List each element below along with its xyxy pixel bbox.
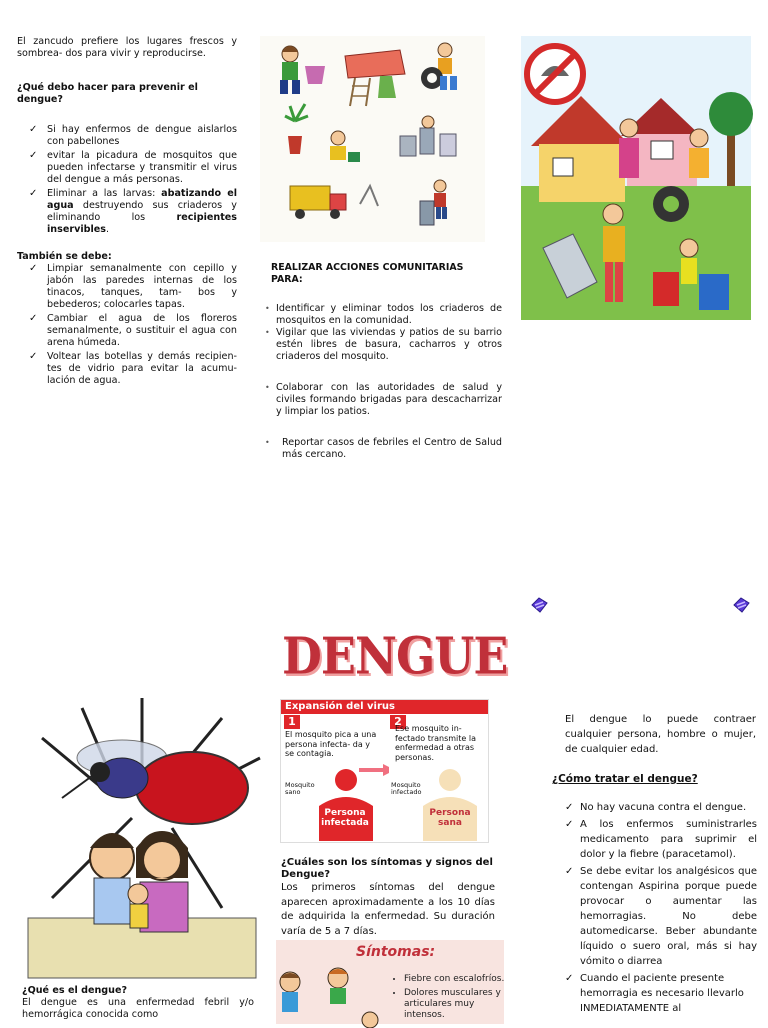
list-item: ✓ Cambiar el agua de los floreros semanalmente, o sustituir el agua con arena húmeda. bbox=[17, 313, 237, 349]
community-cleanup-illustration bbox=[521, 36, 751, 320]
treat-list bbox=[552, 800, 757, 1018]
person-healthy-label: Persona sana bbox=[429, 808, 471, 828]
what-text: El dengue es una enfermedad febril y/o hemorrágica conocida como bbox=[22, 997, 254, 1020]
step-number: 2 bbox=[390, 715, 406, 729]
infographic-title: Expansión del virus bbox=[281, 700, 488, 714]
prevention-illustrations bbox=[260, 36, 485, 242]
step2-text: Ese mosquito in- fectado transmite la enfermedad a otras personas. bbox=[395, 724, 476, 762]
list-item: ✓ evitar la picadura de mosquitos que pueden infectarse y transmitir el virus del dengue a más personas. bbox=[17, 150, 237, 186]
community-heading: REALIZAR ACCIONES COMUNITARIAS PARA: bbox=[271, 262, 464, 285]
community-list bbox=[262, 303, 502, 461]
symptom-item: • Dolores musculares y articulares muy intensos. bbox=[404, 988, 508, 1021]
prevent-heading: ¿Qué debo hacer para prevenir el dengue? bbox=[17, 82, 198, 105]
list-item: ✓ Voltear las botellas y demás recipien- tes de vidrio para evitar la acumu- lación de agua. bbox=[17, 351, 237, 387]
mosquito-healthy-label: Mosquito sano bbox=[285, 781, 315, 796]
person-infected-label: Persona infectada bbox=[321, 808, 369, 828]
symptom-item: • Fiebre con escalofríos. bbox=[404, 974, 508, 985]
contract-text: El dengue lo puede contraer cualquier persona, hombre o mujer, de cualquier edad. bbox=[565, 714, 756, 755]
list-item: ✓ Eliminar a las larvas: abatizando el agua destruyendo sus criaderos y eliminando los recipientes inservibles. bbox=[17, 188, 237, 236]
dengue-logo: DENGUE bbox=[282, 626, 508, 686]
step1-text: El mosquito pica a una persona infecta- da y se contagia. bbox=[285, 730, 377, 758]
list-item: ✓ Limpiar semanalmente con cepillo y jabón las paredes internas de los tinacos, tanques, tam- bos y bebederos; colocarles tapas. bbox=[17, 263, 237, 311]
list-item: ✓ A los enfermos suministrarles medicamento para suprimir el dolor y la fiebre (paracetamol). bbox=[552, 817, 757, 862]
symptoms-heading: ¿Cuáles son los síntomas y signos del Dengue? bbox=[281, 857, 493, 880]
list-item: ✓ Cuando el paciente presente hemorragia es necesario llevarlo INMEDIATAMENTE al bbox=[552, 971, 757, 1016]
list-item: ✓ Se debe evitar los analgésicos que contengan Aspirina porque puede provocar o aumentar las hemorragias. No debe automedicarse. Beber abundante líquido o suero oral, más si hay vómito o diarrea bbox=[552, 864, 757, 969]
treat-heading: ¿Cómo tratar el dengue? bbox=[552, 773, 698, 785]
diamond-icon bbox=[731, 596, 751, 614]
list-item: • Vigilar que las viviendas y patios de su barrio estén libres de basura, cacharros y otros criaderos del mosquito. bbox=[262, 327, 502, 363]
list-item: ✓ No hay vacuna contra el dengue. bbox=[552, 800, 757, 815]
expansion-infographic bbox=[280, 699, 489, 843]
list-item: • Identificar y eliminar todos los criaderos de mosquitos en la comunidad. bbox=[262, 303, 502, 327]
also-list bbox=[17, 263, 237, 389]
intro-text: El zancudo prefiere los lugares frescos y sombrea- dos para vivir y reproducirse. bbox=[17, 36, 237, 59]
list-item: • Reportar casos de febriles el Centro de Salud más cercano. bbox=[262, 437, 502, 461]
symptoms-text: Los primeros síntomas del dengue aparecen aproximadamente a los 10 días de adquirida la enfermedad. Su duración varía de 5 a 7 días. bbox=[281, 882, 495, 937]
prevent-list bbox=[17, 124, 237, 238]
step-number: 1 bbox=[284, 715, 300, 729]
list-item: • Colaborar con las autoridades de salud y civiles formando brigadas para descacharrizar y limpiar los patios. bbox=[262, 382, 502, 418]
no-mosquito-icon bbox=[527, 46, 583, 102]
symptoms-box bbox=[276, 940, 504, 1024]
also-heading: También se debe: bbox=[17, 251, 112, 262]
list-item: ✓ Si hay enfermos de dengue aislarlos con pabellones bbox=[17, 124, 237, 148]
symptoms-box-title: Síntomas: bbox=[356, 944, 436, 960]
mosquito-infected-label: Mosquito infectado bbox=[391, 781, 422, 796]
diamond-icon bbox=[529, 596, 549, 614]
mosquito-family-illustration bbox=[22, 698, 262, 986]
what-heading: ¿Qué es el dengue? bbox=[22, 985, 128, 996]
